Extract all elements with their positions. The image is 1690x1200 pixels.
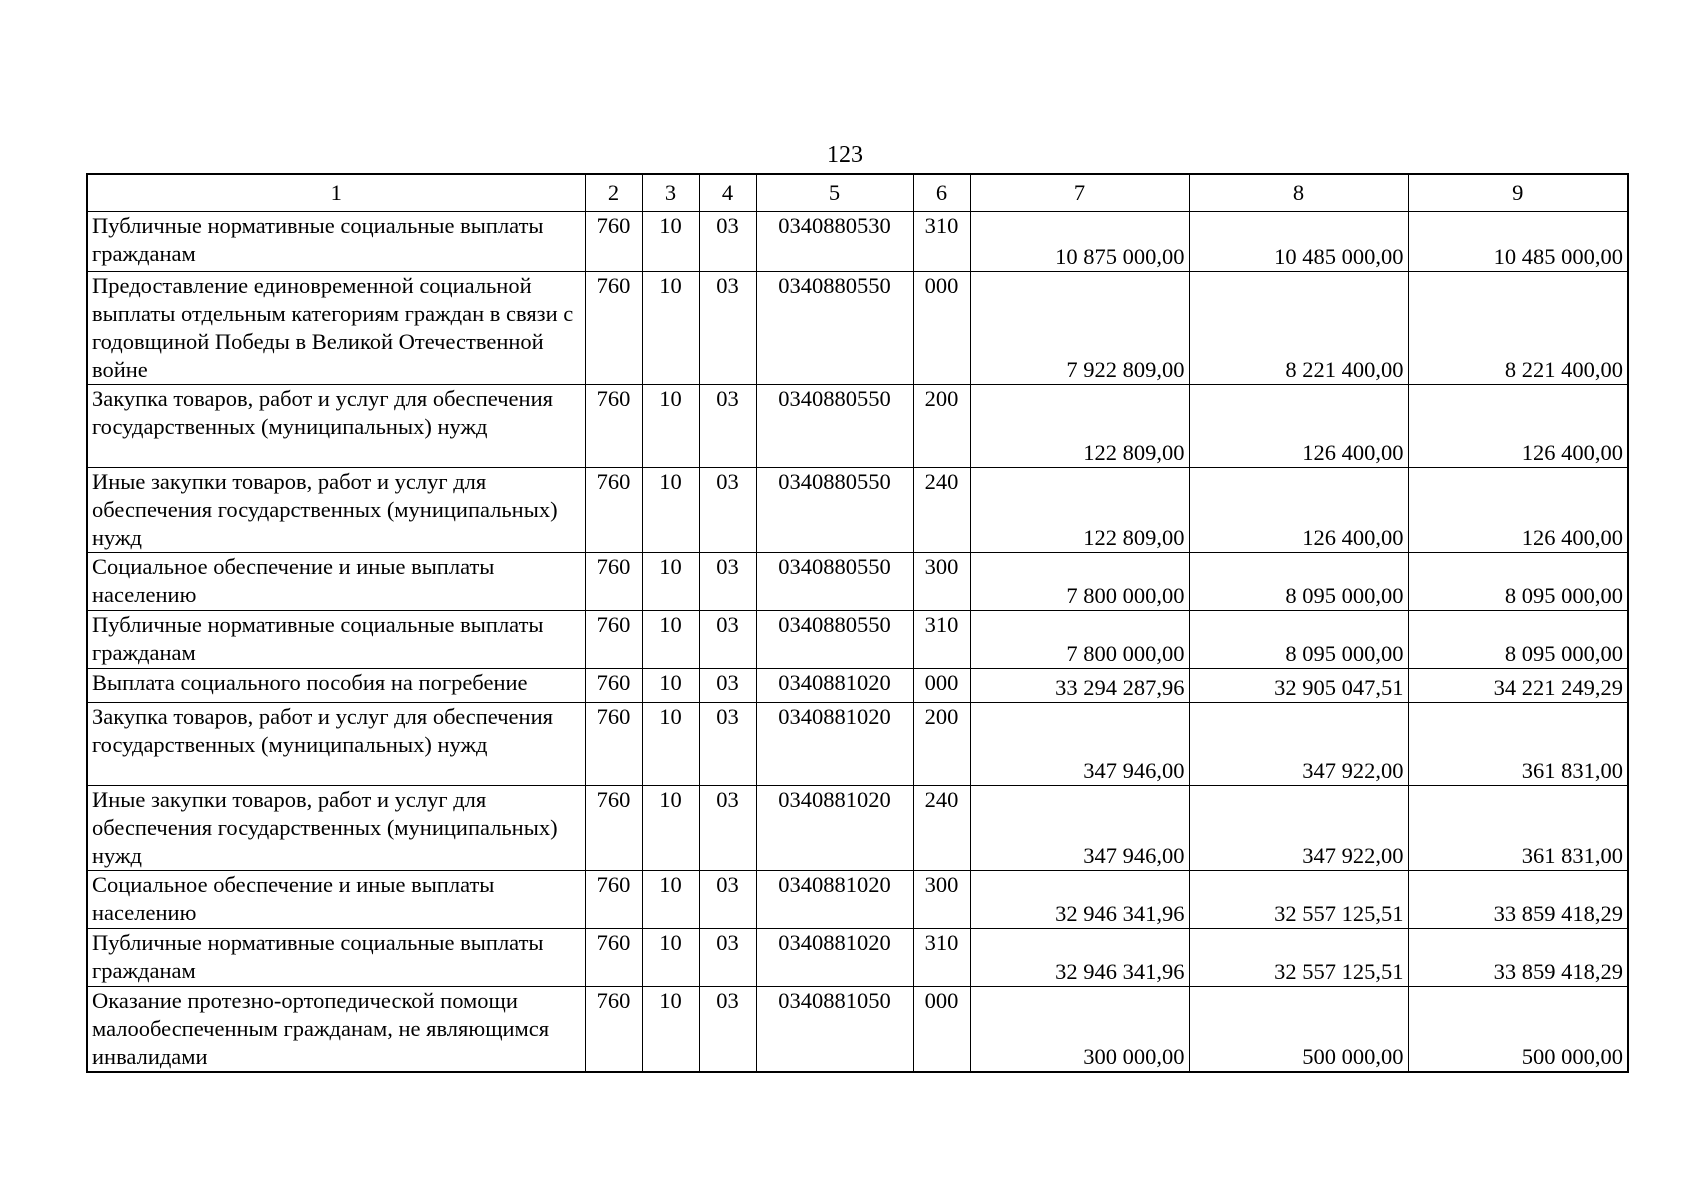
cell-amount-col7: 7 922 809,00 <box>970 272 1189 385</box>
cell-amount-col9: 34 221 249,29 <box>1408 669 1628 703</box>
cell-amount-col8: 32 905 047,51 <box>1189 669 1408 703</box>
cell-amount-col9: 361 831,00 <box>1408 703 1628 786</box>
table-row <box>87 468 1628 553</box>
cell-amount-col8: 32 557 125,51 <box>1189 871 1408 929</box>
cell-expense-type: 310 <box>913 212 970 272</box>
cell-amount-col9: 500 000,00 <box>1408 987 1628 1073</box>
cell-ministry-code: 760 <box>585 987 642 1073</box>
table-row <box>87 703 1628 786</box>
table-row <box>87 929 1628 987</box>
cell-section: 10 <box>642 929 699 987</box>
cell-expense-type: 200 <box>913 385 970 468</box>
table-row <box>87 871 1628 929</box>
row-name: Публичные нормативные социальные выплаты гражданам <box>87 611 585 669</box>
cell-amount-col8: 126 400,00 <box>1189 385 1408 468</box>
table-row <box>87 212 1628 272</box>
cell-subsection: 03 <box>699 703 756 786</box>
cell-ministry-code: 760 <box>585 611 642 669</box>
table-row <box>87 272 1628 385</box>
cell-section: 10 <box>642 669 699 703</box>
cell-target-article: 0340880530 <box>756 212 913 272</box>
row-name: Выплата социального пособия на погребение <box>87 669 585 703</box>
cell-amount-col7: 7 800 000,00 <box>970 611 1189 669</box>
table-body <box>87 212 1628 1073</box>
cell-amount-col8: 8 095 000,00 <box>1189 611 1408 669</box>
cell-amount-col9: 8 095 000,00 <box>1408 611 1628 669</box>
cell-amount-col8: 500 000,00 <box>1189 987 1408 1073</box>
cell-ministry-code: 760 <box>585 212 642 272</box>
cell-section: 10 <box>642 987 699 1073</box>
header-row <box>87 174 1628 212</box>
cell-amount-col9: 126 400,00 <box>1408 468 1628 553</box>
cell-target-article: 0340880550 <box>756 385 913 468</box>
row-name: Социальное обеспечение и иные выплаты населению <box>87 553 585 611</box>
cell-ministry-code: 760 <box>585 703 642 786</box>
cell-amount-col7: 122 809,00 <box>970 468 1189 553</box>
cell-amount-col8: 10 485 000,00 <box>1189 212 1408 272</box>
cell-amount-col8: 8 095 000,00 <box>1189 553 1408 611</box>
cell-target-article: 0340881020 <box>756 669 913 703</box>
cell-amount-col9: 10 485 000,00 <box>1408 212 1628 272</box>
cell-subsection: 03 <box>699 385 756 468</box>
cell-section: 10 <box>642 272 699 385</box>
cell-amount-col8: 347 922,00 <box>1189 786 1408 871</box>
cell-subsection: 03 <box>699 871 756 929</box>
cell-expense-type: 200 <box>913 703 970 786</box>
table-row <box>87 553 1628 611</box>
cell-target-article: 0340881050 <box>756 987 913 1073</box>
row-name: Оказание протезно-ортопедической помощи малообеспеченным гражданам, не являющимся инвалидами <box>87 987 585 1073</box>
row-name: Иные закупки товаров, работ и услуг для обеспечения государственных (муниципальных) нужд <box>87 468 585 553</box>
cell-amount-col7: 32 946 341,96 <box>970 871 1189 929</box>
cell-section: 10 <box>642 871 699 929</box>
cell-subsection: 03 <box>699 987 756 1073</box>
cell-expense-type: 310 <box>913 611 970 669</box>
cell-amount-col9: 8 221 400,00 <box>1408 272 1628 385</box>
row-name: Иные закупки товаров, работ и услуг для обеспечения государственных (муниципальных) нужд <box>87 786 585 871</box>
cell-subsection: 03 <box>699 669 756 703</box>
budget-table <box>86 173 1629 1073</box>
column-header: 2 <box>585 174 642 212</box>
table-row <box>87 669 1628 703</box>
cell-expense-type: 000 <box>913 272 970 385</box>
row-name: Публичные нормативные социальные выплаты гражданам <box>87 929 585 987</box>
column-header: 5 <box>756 174 913 212</box>
table-row <box>87 987 1628 1073</box>
cell-expense-type: 240 <box>913 786 970 871</box>
cell-expense-type: 300 <box>913 871 970 929</box>
cell-expense-type: 310 <box>913 929 970 987</box>
row-name: Социальное обеспечение и иные выплаты населению <box>87 871 585 929</box>
row-name: Публичные нормативные социальные выплаты гражданам <box>87 212 585 272</box>
table-row <box>87 385 1628 468</box>
cell-amount-col7: 347 946,00 <box>970 703 1189 786</box>
cell-section: 10 <box>642 611 699 669</box>
cell-ministry-code: 760 <box>585 929 642 987</box>
row-name: Закупка товаров, работ и услуг для обеспечения государственных (муниципальных) нужд <box>87 703 585 786</box>
cell-subsection: 03 <box>699 786 756 871</box>
cell-section: 10 <box>642 553 699 611</box>
cell-target-article: 0340881020 <box>756 871 913 929</box>
cell-ministry-code: 760 <box>585 871 642 929</box>
cell-ministry-code: 760 <box>585 786 642 871</box>
cell-target-article: 0340881020 <box>756 786 913 871</box>
cell-amount-col7: 300 000,00 <box>970 987 1189 1073</box>
column-header: 9 <box>1408 174 1628 212</box>
cell-amount-col7: 7 800 000,00 <box>970 553 1189 611</box>
column-header: 6 <box>913 174 970 212</box>
cell-expense-type: 000 <box>913 987 970 1073</box>
column-header: 8 <box>1189 174 1408 212</box>
column-header: 4 <box>699 174 756 212</box>
cell-section: 10 <box>642 385 699 468</box>
cell-amount-col8: 8 221 400,00 <box>1189 272 1408 385</box>
cell-amount-col7: 10 875 000,00 <box>970 212 1189 272</box>
page-number: 123 <box>827 142 863 168</box>
cell-target-article: 0340881020 <box>756 929 913 987</box>
cell-subsection: 03 <box>699 468 756 553</box>
row-name: Предоставление единовременной социальной выплаты отдельным категориям граждан в связи с годовщиной Победы в Великой Отечественной войне <box>87 272 585 385</box>
cell-amount-col8: 32 557 125,51 <box>1189 929 1408 987</box>
cell-subsection: 03 <box>699 212 756 272</box>
table-row <box>87 611 1628 669</box>
cell-expense-type: 240 <box>913 468 970 553</box>
cell-subsection: 03 <box>699 929 756 987</box>
cell-amount-col9: 33 859 418,29 <box>1408 929 1628 987</box>
cell-ministry-code: 760 <box>585 385 642 468</box>
column-header: 7 <box>970 174 1189 212</box>
cell-amount-col9: 8 095 000,00 <box>1408 553 1628 611</box>
cell-ministry-code: 760 <box>585 553 642 611</box>
cell-ministry-code: 760 <box>585 468 642 553</box>
cell-subsection: 03 <box>699 272 756 385</box>
cell-amount-col7: 33 294 287,96 <box>970 669 1189 703</box>
cell-amount-col7: 122 809,00 <box>970 385 1189 468</box>
cell-section: 10 <box>642 703 699 786</box>
cell-ministry-code: 760 <box>585 669 642 703</box>
cell-target-article: 0340880550 <box>756 611 913 669</box>
cell-expense-type: 300 <box>913 553 970 611</box>
cell-target-article: 0340881020 <box>756 703 913 786</box>
cell-amount-col9: 126 400,00 <box>1408 385 1628 468</box>
cell-amount-col9: 33 859 418,29 <box>1408 871 1628 929</box>
cell-subsection: 03 <box>699 553 756 611</box>
cell-target-article: 0340880550 <box>756 272 913 385</box>
cell-section: 10 <box>642 468 699 553</box>
cell-expense-type: 000 <box>913 669 970 703</box>
cell-section: 10 <box>642 212 699 272</box>
cell-amount-col9: 361 831,00 <box>1408 786 1628 871</box>
cell-amount-col8: 126 400,00 <box>1189 468 1408 553</box>
cell-amount-col8: 347 922,00 <box>1189 703 1408 786</box>
cell-section: 10 <box>642 786 699 871</box>
cell-amount-col7: 347 946,00 <box>970 786 1189 871</box>
column-header: 1 <box>87 174 585 212</box>
row-name: Закупка товаров, работ и услуг для обеспечения государственных (муниципальных) нужд <box>87 385 585 468</box>
cell-target-article: 0340880550 <box>756 468 913 553</box>
cell-target-article: 0340880550 <box>756 553 913 611</box>
cell-ministry-code: 760 <box>585 272 642 385</box>
table-row <box>87 786 1628 871</box>
cell-subsection: 03 <box>699 611 756 669</box>
cell-amount-col7: 32 946 341,96 <box>970 929 1189 987</box>
column-header: 3 <box>642 174 699 212</box>
